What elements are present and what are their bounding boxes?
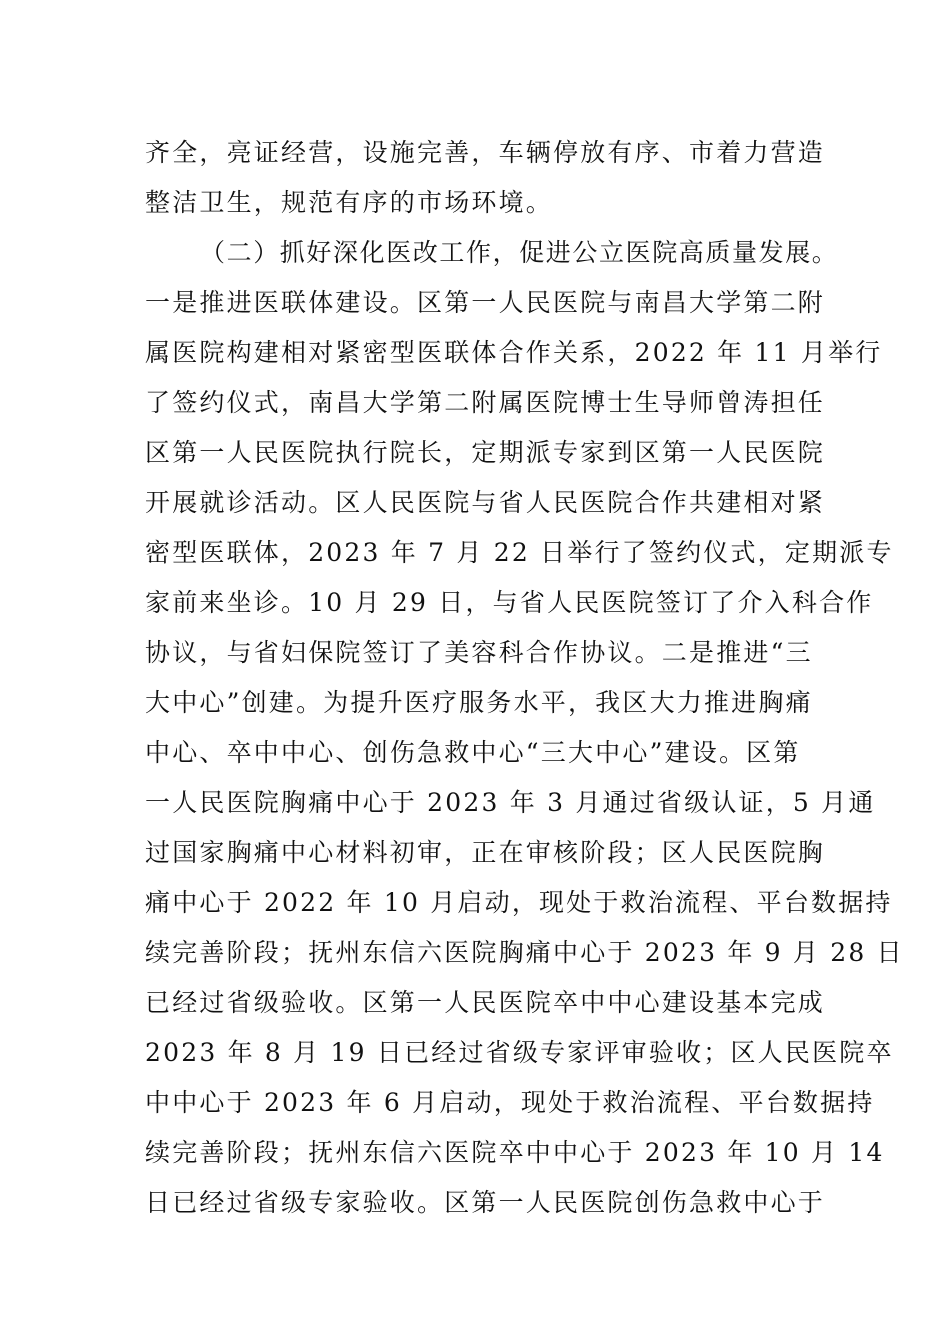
text-line-6: 了签约仪式，南昌大学第二附属医院博士生导师曾涛担任	[145, 388, 826, 417]
text-line-18: 已经过省级验收。区第一人民医院卒中中心建设基本完成	[145, 988, 826, 1017]
text-line-13: 中心、卒中中心、创伤急救中心“三大中心”建设。区第	[145, 738, 801, 767]
text-line-22: 日已经过省级专家验收。区第一人民医院创伤急救中心于	[145, 1188, 826, 1217]
text-line-16: 痛中心于 2022 年 10 月启动，现处于救治流程、平台数据持	[145, 888, 893, 917]
text-line-2: 整洁卫生，规范有序的市场环境。	[145, 188, 554, 217]
text-line-10: 家前来坐诊。10 月 29 日，与省人民医院签订了介入科合作	[145, 588, 874, 617]
text-line-14: 一人民医院胸痛中心于 2023 年 3 月通过省级认证，5 月通	[145, 788, 876, 817]
text-line-1: 齐全，亮证经营，设施完善，车辆停放有序、市着力营造	[145, 138, 826, 167]
text-line-7: 区第一人民医院执行院长，定期派专家到区第一人民医院	[145, 438, 826, 467]
text-line-9: 密型医联体，2023 年 7 月 22 日举行了签约仪式，定期派专	[145, 538, 894, 567]
text-line-19: 2023 年 8 月 19 日已经过省级专家评审验收；区人民医院卒	[145, 1038, 894, 1067]
text-line-15: 过国家胸痛中心材料初审，正在审核阶段；区人民医院胸	[145, 838, 826, 867]
text-line-20: 中中心于 2023 年 6 月启动，现处于救治流程、平台数据持	[145, 1088, 875, 1117]
text-line-4: 一是推进医联体建设。区第一人民医院与南昌大学第二附	[145, 288, 826, 317]
text-line-11: 协议，与省妇保院签订了美容科合作协议。二是推进“三	[145, 638, 813, 667]
section-heading: （二）抓好深化医改工作，促进公立医院高质量发展。	[200, 238, 839, 267]
text-line-21: 续完善阶段；抚州东信六医院卒中中心于 2023 年 10 月 14	[145, 1138, 885, 1167]
text-line-12: 大中心”创建。为提升医疗服务水平，我区大力推进胸痛	[145, 688, 813, 717]
text-line-5: 属医院构建相对紧密型医联体合作关系，2022 年 11 月举行	[145, 338, 883, 367]
text-line-17: 续完善阶段；抚州东信六医院胸痛中心于 2023 年 9 月 28 日	[145, 938, 904, 967]
text-line-8: 开展就诊活动。区人民医院与省人民医院合作共建相对紧	[145, 488, 826, 517]
